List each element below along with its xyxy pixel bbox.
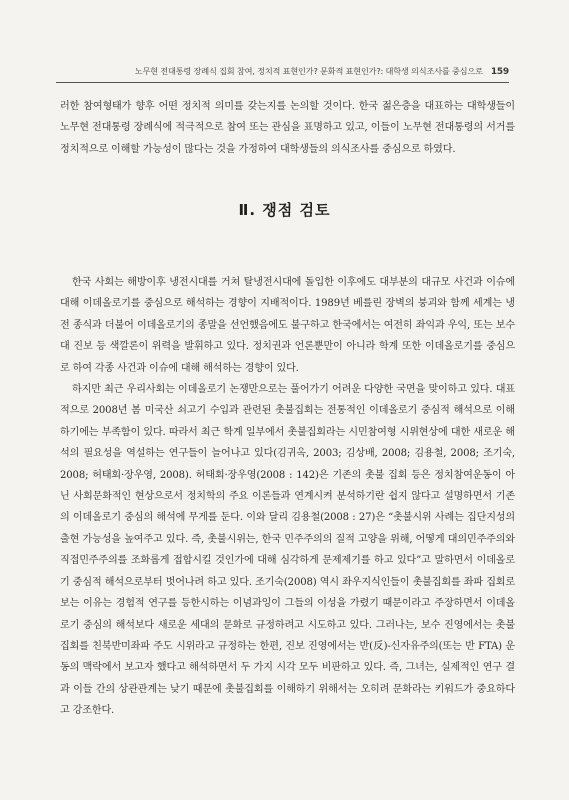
section-paragraph-2: 하지만 최근 우리사회는 이데올로기 논쟁만으로는 풀어가기 어려운 다양한 국면을 맞이하고 있다. 대표적으로 2008년 봄 미국산 쇠고기 수입과 관련된 촛불집회는 전통적인 이데올로기 중심적 해석으로 이해하기에는 부족함이 있다. 따라서 최근 학계 일부에서 촛불집회라는 시민참여형 시위현상에 대한 새로운 해석의 필요성을 역설하는 연구들이 늘어나고 있다(김귀옥, 2003; 김상배, 2008; 김용철, 2008; 조기숙, 2008; 허태회·장우영, 2008). 허태회·장우영(2008 : 142)은 기존의 촛불 집회 등은 정치참여운동이 아닌 사회문화적인 현상으로서 정치학의 주요 이론들과 연계시켜 분석하기란 쉽지 않다고 설명하면서 기존의 이데올로기 중심의 해석에 무게를 둔다. 이와 달리 김용철(2008 : 27)은 “촛불시위 사례는 집단지성의 출현 가능성을 높여주고 있다. 즉, 촛불시위는, 한국 민주주의의 질적 고양을 위해, 어떻게 대의민주주의와 직접민주주의를 조화롭게 접합시킬 것인가에 대해 심각하게 문제제기를 하고 있다”고 말하면서 이데올로기 중심적 해석으로부터 벗어나려 하고 있다. 조기숙(2008) 역시 좌우지식인들이 촛불집회를 좌파 집회로 보는 이유는 경험적 연구를 등한시하는 이념과잉이 그들의 이성을 가렸기 때문이라고 주장하면서 이데올로기 중심의 해석보다 새로운 세대의 문화로 규정하려고 시도하고 있다. 그러나는, 보수 진영에서는 촛불집회를 친북반미좌파 주도 시위라고 규정하는 한편, 진보 진영에서는 반(反)-신자유주의(또는 반 FTA) 운동의 맥락에서 보고자 했다고 해석하면서 두 가지 시각 모두 비판하고 있다. 즉, 그녀는, 실제적인 연구 결과 이들 간의 상관관계는 낮기 때문에 촛불집회를 이해하기 위해서는 오히려 문화라는 키워드가 중요하다고 강조한다. (60, 384, 515, 717)
section-body (60, 272, 515, 722)
intro-text-block (60, 96, 515, 160)
running-header (56, 66, 509, 77)
page-number: 159 (490, 67, 509, 77)
intro-paragraph: 러한 참여형태가 향후 어떤 정치적 의미를 갖는지를 논의할 것이다. 한국 젊은층을 대표하는 대학생들이 노무현 전대통령 장례식에 적극적으로 참여 또는 관심을 표명하고 있고, 이들이 노무현 전대통령의 서거를 정치적으로 이해할 가능성이 많다는 것을 가정하여 대학생들의 의식조사를 중심으로 하였다. (60, 101, 515, 155)
running-title: 노무현 전대통령 장례식 집회 참여, 정치적 표현인가? 문화적 표현인가?: 대학생 의식조사를 중심으로 (134, 66, 483, 76)
section-heading: Ⅱ. 쟁점 검토 (238, 201, 331, 219)
header-rule (56, 82, 509, 83)
section-paragraph-1: 한국 사회는 해방이후 냉전시대를 거쳐 탈냉전시대에 돌입한 이후에도 대부분의 대규모 사건과 이슈에 대해 이데올로기를 중심으로 해석하는 경향이 지배적이다. 1989년 베를린 장벽의 붕괴와 함께 세계는 냉전 종식과 더불어 이데올로기의 종말을 선언했음에도 불구하고 한국에서는 여전히 좌익과 우익, 또는 보수 대 진보 등 색깔론이 위력을 발휘하고 있다. 정치권과 언론뿐만이 아니라 학계 또한 이데올로기를 중심으로 하여 각종 사건과 이슈에 대해 해석하는 경향이 있다. (60, 277, 515, 374)
